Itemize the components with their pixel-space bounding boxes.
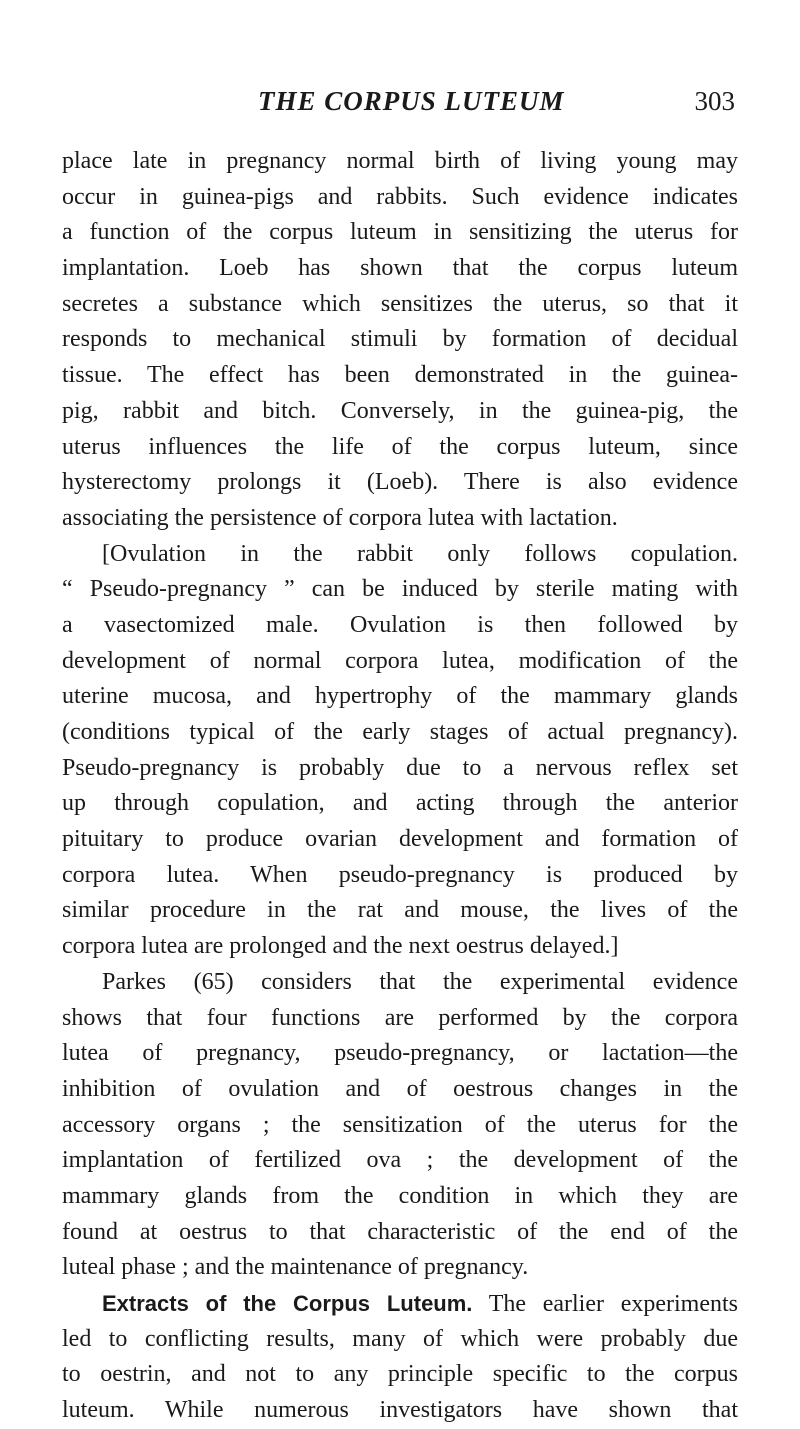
text-line: uterus influences the life of the corpus luteum, since [62,433,738,460]
text-line: corpora lutea are prolonged and the next oestrus delayed.] [62,933,619,960]
text-line: lutea of pregnancy, pseudo-pregnancy, or lactation—the [62,1040,738,1067]
page-number: 303 [694,86,735,116]
text-line: [Ovulation in the rabbit only follows copulation. [102,540,738,567]
text-line: up through copulation, and acting through the anterior [62,790,738,817]
text-line: tissue. The effect has been demonstrated in the guinea- [62,362,738,389]
text-line: responds to mechanical stimuli by formation of decidual [62,326,738,353]
section-heading: Extracts of the Corpus Luteum. [102,1291,473,1316]
text-line: a vasectomized male. Ovulation is then followed by [62,611,738,638]
text-line: led to conflicting results, many of which were probably due [62,1325,738,1352]
text-line: Parkes (65) considers that the experimental evidence [102,968,738,995]
text-line: to oestrin, and not to any principle specific to the corpus [62,1361,738,1388]
text-line: secretes a substance which sensitizes the uterus, so that it [62,290,738,317]
text-line: hysterectomy prolongs it (Loeb). There is also evidence [62,469,738,496]
text-line: found at oestrus to that characteristic of the end of the [62,1218,738,1245]
text-line: similar procedure in the rat and mouse, the lives of the [62,897,738,924]
body-text [62,144,738,1429]
text-line: a function of the corpus luteum in sensitizing the uterus for [62,219,738,246]
text-line: mammary glands from the condition in which they are [62,1182,738,1209]
text-line: pituitary to produce ovarian development and formation of [62,826,738,853]
text-line: inhibition of ovulation and of oestrous changes in the [62,1075,738,1102]
text-line: “ Pseudo-pregnancy ” can be induced by sterile mating with [62,576,738,603]
text-line-continuation: The earlier experiments [488,1291,738,1317]
text-line: implantation of fertilized ova ; the development of the [62,1147,738,1174]
text-line: associating the persistence of corpora lutea with lactation. [62,504,618,531]
text-line: shows that four functions are performed by the corpora [62,1004,738,1031]
text-line: Pseudo-pregnancy is probably due to a nervous reflex set [62,754,738,781]
text-line: luteum. While numerous investigators have shown that [62,1397,738,1424]
text-line: occur in guinea-pigs and rabbits. Such evidence indicates [62,183,738,210]
running-head-title: THE CORPUS LUTEUM [258,86,565,116]
text-line: pig, rabbit and bitch. Conversely, in the guinea-pig, the [62,397,738,424]
running-head [0,86,800,126]
text-line: uterine mucosa, and hypertrophy of the mammary glands [62,683,738,710]
text-line: development of normal corpora lutea, modification of the [62,647,738,674]
text-line: implantation. Loeb has shown that the corpus luteum [62,255,738,282]
text-line: (conditions typical of the early stages of actual pregnancy). [62,719,738,745]
text-line: corpora lutea. When pseudo-pregnancy is produced by [62,861,738,888]
text-line: luteal phase ; and the maintenance of pregnancy. [62,1254,529,1281]
text-line: accessory organs ; the sensitization of the uterus for the [62,1111,738,1138]
text-line-with-heading [62,1286,738,1322]
text-line: place late in pregnancy normal birth of living young may [62,148,738,174]
